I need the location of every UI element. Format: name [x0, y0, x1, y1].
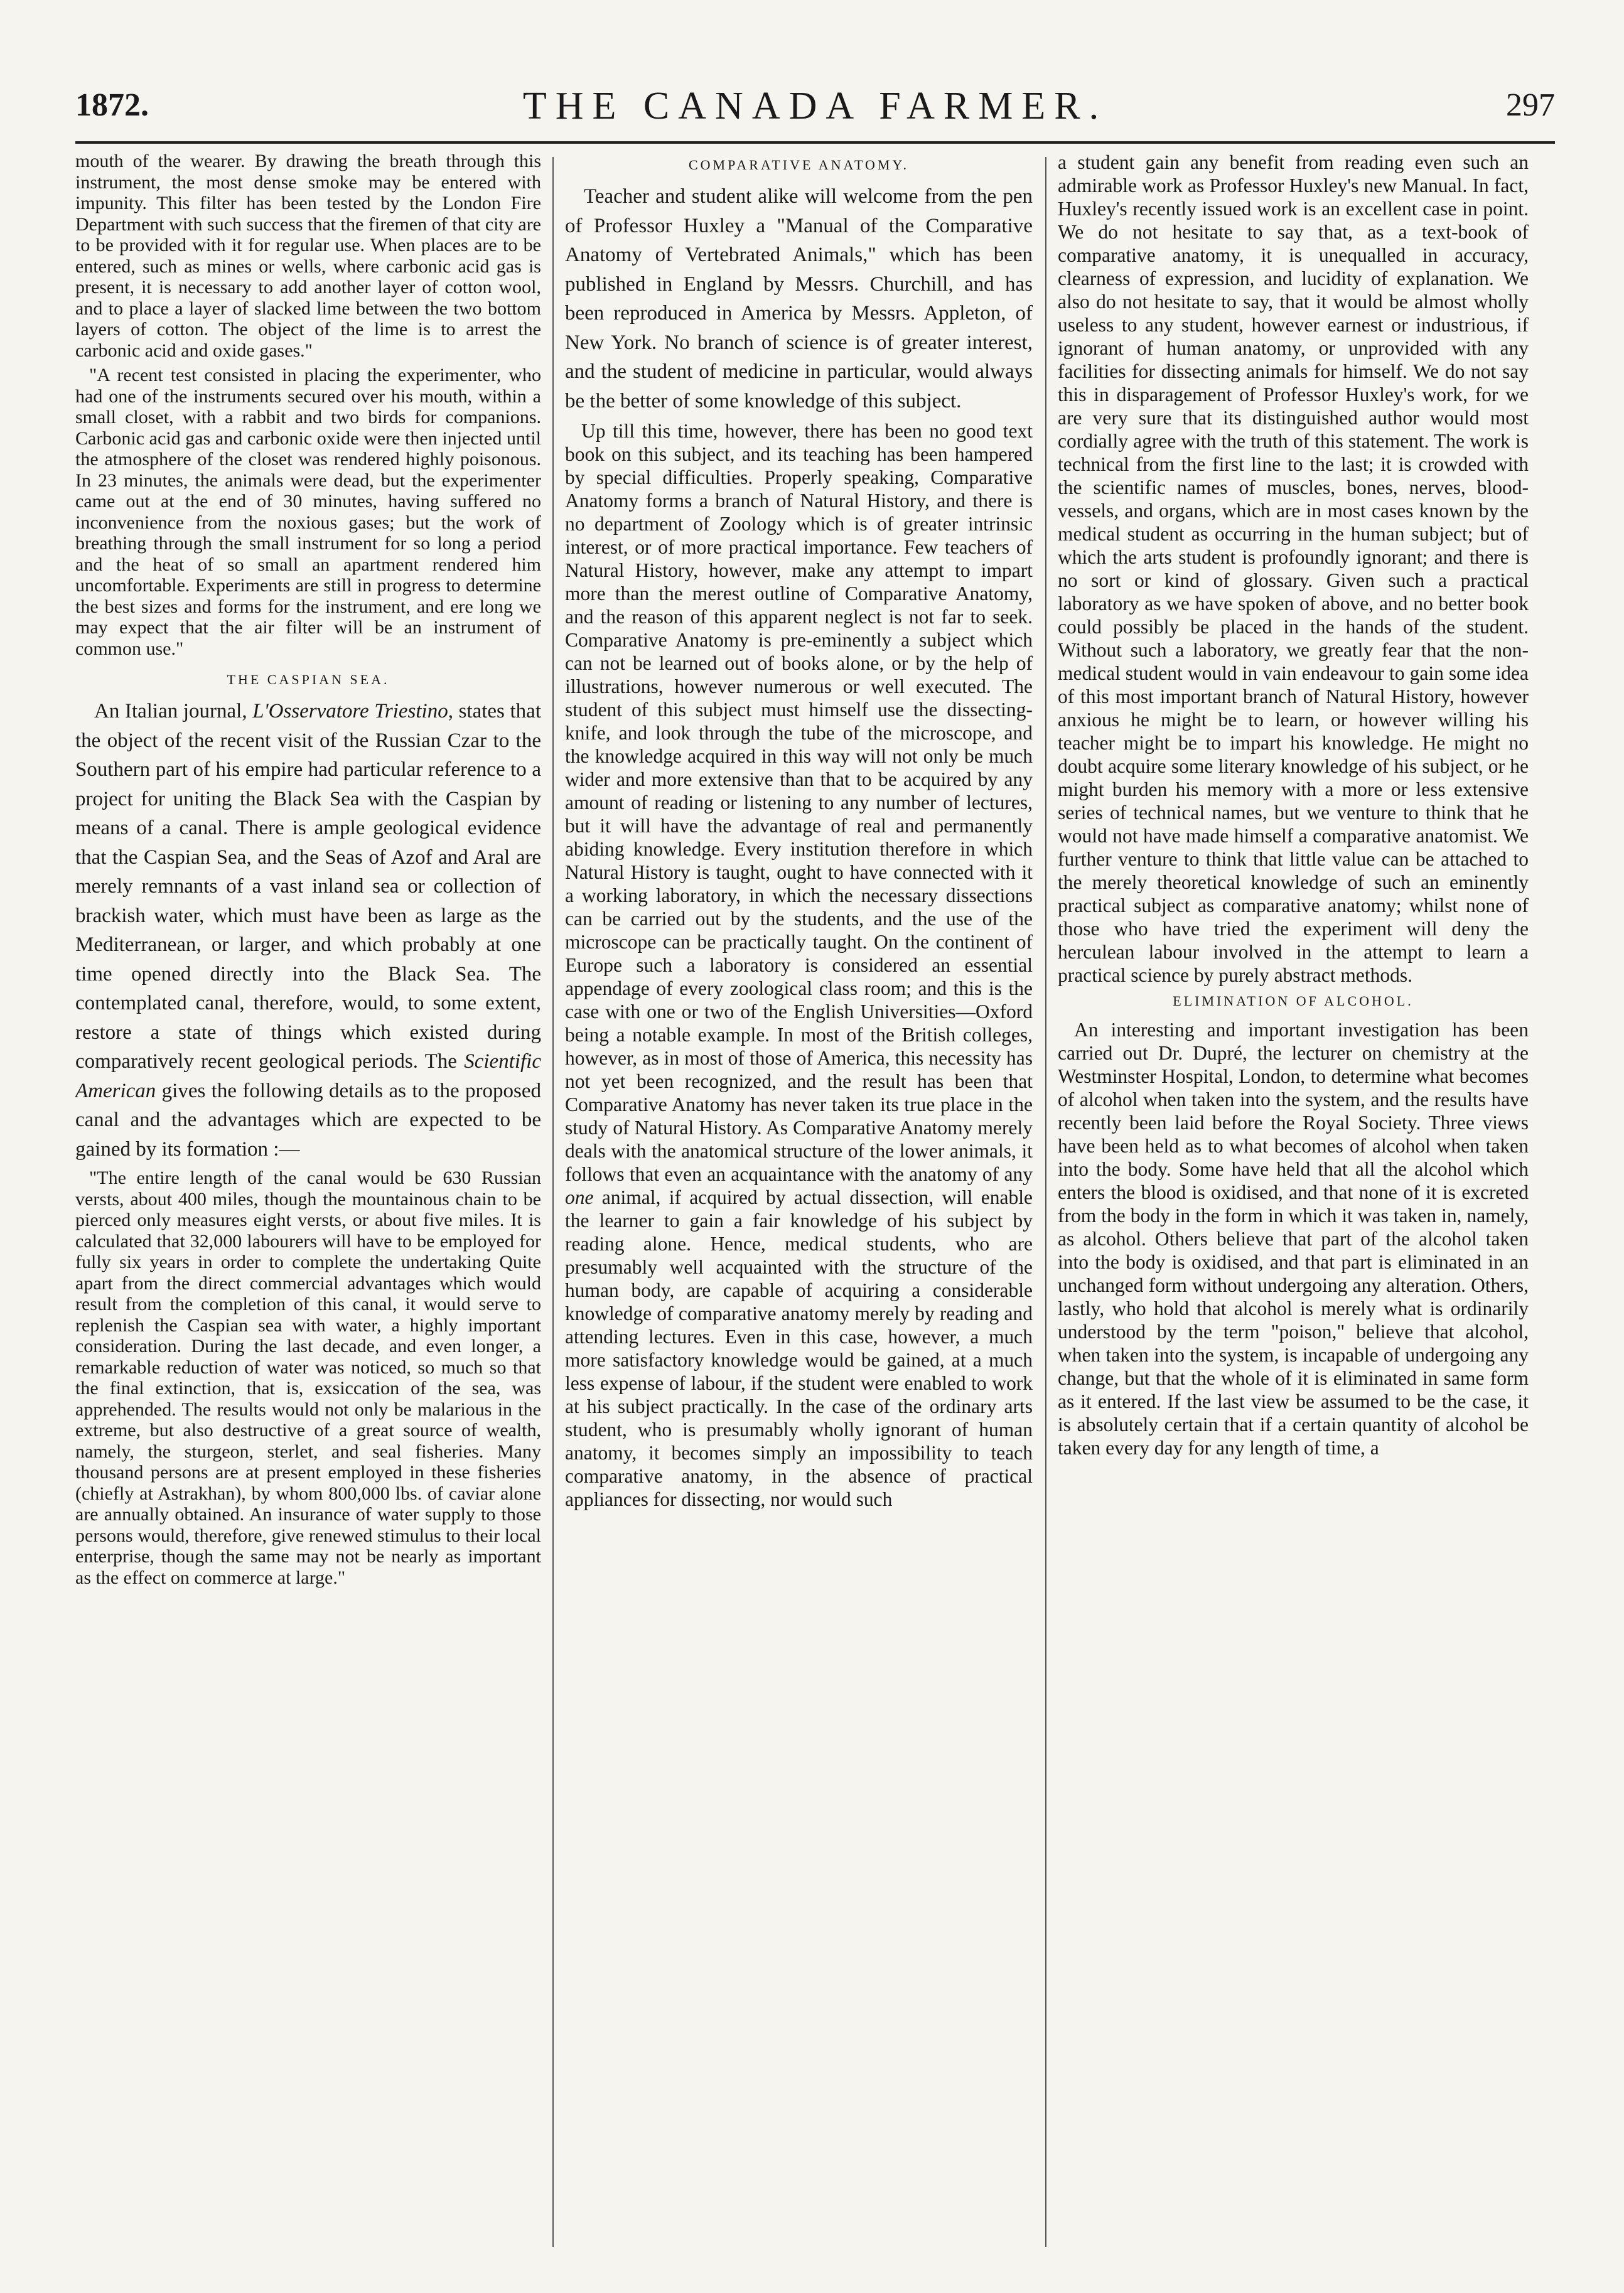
- text-run: An Italian journal,: [94, 700, 253, 722]
- column-3: [1058, 151, 1529, 2260]
- article-paragraph: "A recent test consisted in placing the experimenter, who had one of the instruments secured over his mouth, within a small closet, with a rabbit and two birds for companions. Carbonic acid gas and carbonic oxide were then injected until the atmosphere of the closet was rendered highly poisonous. In 23 minutes, the animals were dead, but the experimenter came out at the end of 30 minutes, having suffered no inconvenience from the noxious gases; but the work of breathing through the small instrument for so long a period and the heat of so small an apartment rendered him uncomfortable. Experiments are still in progress to determine the best sizes and forms for the instrument, and ere long we may expect that the air filter will be an instrument of common use.": [75, 365, 541, 659]
- page-number: 297: [1506, 87, 1555, 123]
- masthead: [75, 82, 1555, 144]
- text-run: gives the following details as to the proposed canal and the advantages which are expected to be gained by its formation :—: [75, 1079, 541, 1161]
- text-run: Up till this time, however, there has been no good text book on this subject, and its teaching has been hampered by special difficulties. Properly speaking, Comparative Anatomy forms a branch of Natural History, and there is no department of Zoology which is of greater intrinsic interest, or of more practical importance. Few teachers of Natural History, however, make any attempt to impart more than the merest outline of Comparative Anatomy, and the reason of this apparent neglect is not far to seek. Comparative Anatomy is pre-eminently a subject which can not be learned out of books alone, or by the help of illustrations, however numerous or well executed. The student of this subject must himself use the dissecting-knife, and look through the tube of the microscope, and the knowledge acquired in this way will not only be much wider and more extensive than that to be acquired by any amount of reading or listening to any number of lectures, but it will have the advantage of real and permanently abiding knowledge. Every institution therefore in which Natural History is taught, ought to have connected with it a working laboratory, in which the necessary dissections can be carried out by the students, and the use of the microscope can be practically taught. On the continent of Europe such a laboratory is considered an essential appendage of every zoological class room; and this is the case with one or two of the English Universities—Oxford being a notable example. In most of the British colleges, however, as in most of those of America, this necessity has not yet been recognized, and the result has been that Comparative Anatomy has never taken its true place in the study of Natural History. As Comparative Anatomy merely deals with the anatomical structure of the lower animals, it follows that even an acquaintance with the anatomy of any: [565, 420, 1033, 1185]
- article-paragraph: a student gain any benefit from reading even such an admirable work as Professor Huxley's new Manual. In fact, Huxley's recently issued work is an excellent case in point. We do not hesitate to say that, as a text-book of comparative anatomy, it is unequalled in accuracy, clearness of expression, and lucidity of explanation. We also do not hesitate to say, that it would be almost wholly useless to any student, however earnest or industrious, if ignorant of human anatomy, or unprovided with any facilities for dissecting animals for himself. We do not say this in disparagement of Professor Huxley's work, for we are very sure that its distinguished author would most cordially agree with the truth of this statement. The work is technical from the first line to the last; it is crowded with the scientific names of muscles, bones, nerves, blood-vessels, and organs, which are in most cases known by the medical student as occurring in the human subject; but of which the arts student is profoundly ignorant; and there is no sort or kind of glossary. Given such a practical laboratory as we have spoken of above, and no better book could possibly be placed in the hands of the student. Without such a laboratory, we greatly fear that the non-medical student would in vain endeavour to gain some idea of this most important branch of Natural History, however anxious he might be to learn, or however willing his teacher might be to impart his knowledge. He might no doubt acquire some literary knowledge of his subject, or he might burden his memory with a more or less extensive series of technical names, but we venture to think that he would not have made himself a comparative anatomist. We further venture to think that little value can be attached to the merely theoretical knowledge of such an eminently practical subject as comparative anatomy; whilst none of those who have tried the experiment will deny the herculean labour involved in the attempt to learn a practical science by purely abstract methods.: [1058, 151, 1529, 986]
- column-divider: [1045, 157, 1046, 2247]
- section-heading: ELIMINATION OF ALCOHOL.: [1173, 993, 1414, 1009]
- publication-title: THE CANADA FARMER.: [522, 85, 1108, 127]
- masthead-rule: [75, 141, 1555, 144]
- article-paragraph: An interesting and important investigation has been carried out Dr. Dupré, the lecturer on chemistry at the Westminster Hospital, London, to determine what becomes of alcohol when taken into the system, and the results have recently been laid before the Royal Society. Three views have been held as to what becomes of alcohol when taken into the body. Some have held that all the alcohol which enters the blood is oxidised, and that none of it is excreted from the body in the form in which it was taken in, namely, as alcohol. Others believe that part of the alcohol taken into the body is oxidised, and that part is eliminated in an unchanged form without undergoing any alteration. Others, lastly, who hold that alcohol is merely what is ordinarily understood by the term "poison," believe that alcohol, when taken into the system, is incapable of undergoing any change, but that the whole of it is eliminated in same form as it entered. If the last view be assumed to be the case, it is absolutely certain that if a certain quantity of alcohol be taken every day for any length of time, a: [1058, 1019, 1529, 1459]
- article-paragraph: "The entire length of the canal would be 630 Russian versts, about 400 miles, though the mountainous chain to be pierced only measures eight versts, or about five miles. It is calculated that 32,000 labourers will have to be employed for fully six years in order to complete the undertaking Quite apart from the direct commercial advantages which would result from the completion of this canal, it would serve to replenish the Caspian sea with water, a highly important consideration. During the last decade, and even longer, a remarkable reduction of water was noticed, so much so that the final extinction, that is, exsiccation of the sea, was apprehended. The results would not only be malarious in the extreme, but also destructive of a great source of wealth, namely, the sturgeon, sterlet, and seal fisheries. Many thousand persons are at present employed in these fisheries (chiefly at Astrakhan), by whom 800,000 lbs. of caviar alone are annually obtained. An insurance of water supply to those persons would, therefore, give renewed stimulus to their local enterprise, though the same may not be nearly as important as the effect on commerce at large.": [75, 1168, 541, 1588]
- column-1: [75, 151, 541, 2260]
- article-paragraph: [75, 697, 541, 1164]
- text-run: , states that the object of the recent visit of the Russian Czar to the Southern part of his empire had particular reference to a project for uniting the Black Sea with the Caspian by means of a canal. There is ample geological evidence that the Caspian Sea, and the Seas of Azof and Aral are merely remnants of a vast inland sea or collection of brackish water, which must have been as large as the Mediterranean, or larger, and which probably at one time opened directly into the Black Sea. The contemplated canal, therefore, would, to some extent, restore a state of things which existed during comparatively recent geological periods. The: [75, 700, 541, 1073]
- column-2: [565, 151, 1033, 2260]
- text-run: animal, if acquired by actual dissection, will enable the learner to gain a fair knowledge of his subject by reading alone. Hence, medical students, who are presumably well acquainted with the structure of the human body, are capable of acquiring a considerable knowledge of comparative anatomy merely by reading and attending lectures. Even in this case, however, a much more satisfactory knowledge would be gained, at a much less expense of labour, if the student were enabled to work at his subject practically. In the case of the ordinary arts student, who is presumably wholly ignorant of human anatomy, it becomes simply an impossibility to teach comparative anatomy, in the absence of practical appliances for dissecting, nor would such: [565, 1186, 1033, 1510]
- article-paragraph: [565, 419, 1033, 1511]
- article-paragraph: Teacher and student alike will welcome from the pen of Professor Huxley a "Manual of the Comparative Anatomy of Vertebrated Animals," which has been published in England by Messrs. Churchill, and has been reproduced in America by Messrs. Appleton, of New York. No branch of science is of greater interest, and the student of medicine in particular, would always be the better of some knowledge of this subject.: [565, 185, 1033, 412]
- article-paragraph: mouth of the wearer. By drawing the breath through this instrument, the most dense smoke may be entered with impunity. This filter has been tested by the London Fire Department with such success that the firemen of that city are to be provided with it for regular use. When places are to be entered, such as mines or wells, where carbonic acid gas is present, it is necessary to add another layer of cotton wool, and to place a layer of slacked lime between the two bottom layers of cotton. The object of the lime is to arrest the carbonic acid and oxide gases.": [75, 151, 541, 361]
- magazine-name: Scientific American: [75, 1050, 541, 1102]
- section-heading: THE CASPIAN SEA.: [227, 672, 390, 687]
- emphasis: one: [565, 1186, 594, 1208]
- section-heading: COMPARATIVE ANATOMY.: [689, 157, 909, 173]
- journal-name: L'Osservatore Triestino: [252, 700, 448, 722]
- column-divider: [552, 157, 554, 2247]
- issue-year: 1872.: [75, 87, 149, 123]
